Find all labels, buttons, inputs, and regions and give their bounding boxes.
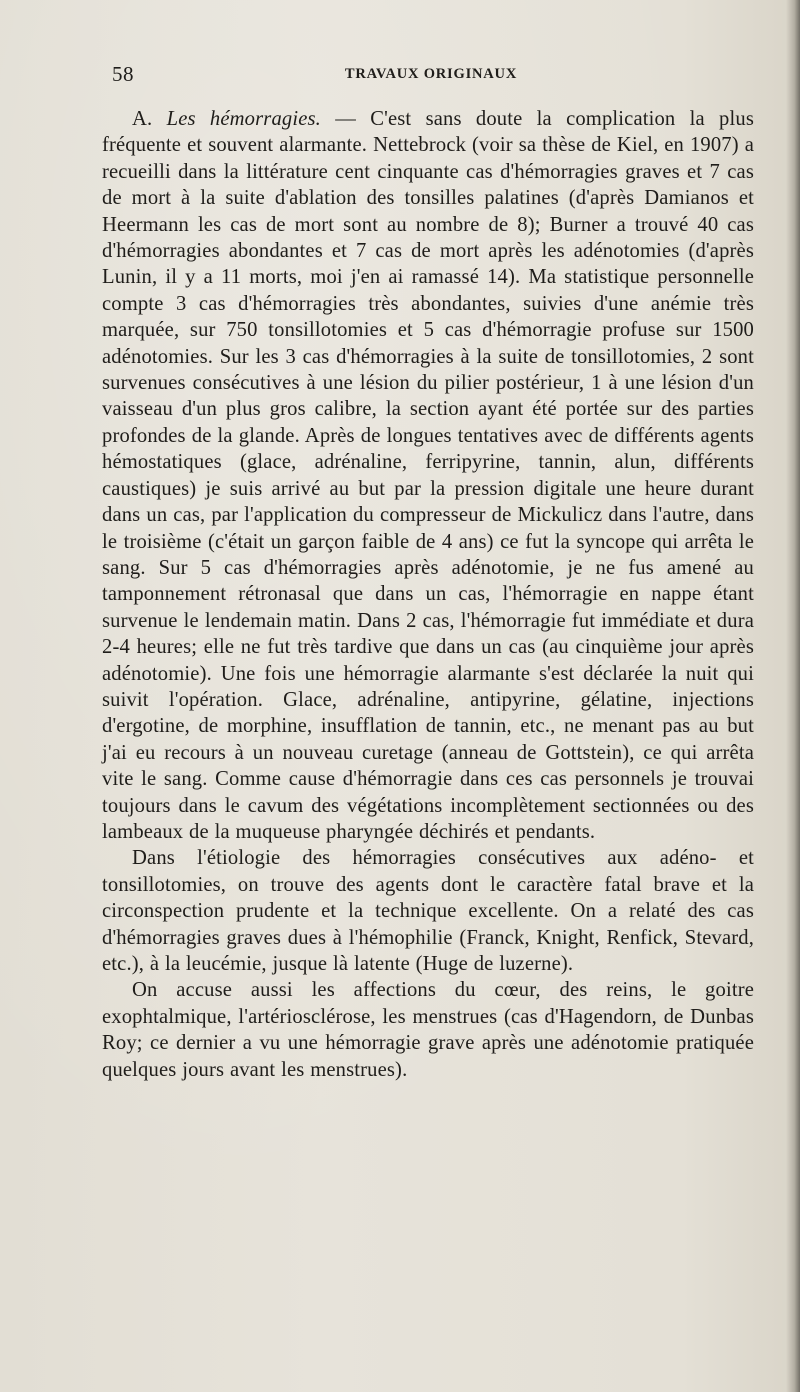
page-number: 58 — [112, 62, 134, 86]
paragraph: On accuse aussi les affections du cœur, des reins, le goitre exophtalmique, l'artériosclérose, les menstrues (cas d'Hagendorn, de Dunbas Roy; ce dernier a vu une hémorragie grave après une adénotomie pratiquée quelques jours avant les menstrues). — [102, 979, 754, 1081]
paragraph: Dans l'étiologie des hémorragies consécutives aux adéno- et tonsillotomies, on trouve des agents dont le caractère fatal brave et la circonspection prudente et la technique excellente. On a relaté des cas d'hémorragies graves dues à l'hémophilie (Franck, Knight, Renfick, Stevard, etc.), à la leucémie, jusque là latente (Huge de luzerne). — [102, 847, 754, 975]
paragraph-text: — C'est sans doute la complication la plus fréquente et souvent alarmante. Nettebrock (voir sa thèse de Kiel, en 1907) a recueilli dans la littérature cent cinquante cas d'hémorragies graves et 7 cas de mort à la suite d'ablation des tonsilles palatines (d'après Damianos et Heermann les cas de mort sont au nombre de 8); Burner a trouvé 40 cas d'hémorragies abondantes et 7 cas de mort après les adénotomies (d'après Lunin, il y a 11 morts, moi j'en ai ramassé 14). Ma statistique personnelle compte 3 cas d'hémorragies très abondantes, suivies d'une anémie très marquée, sur 750 tonsillotomies et 5 cas d'hémorragie profuse sur 1500 adénotomies. Sur les 3 cas d'hémorragies à la suite de tonsillotomies, 2 sont survenues consécutives à une lésion du pilier postérieur, 1 à une lésion d'un vaisseau d'un plus gros calibre, la section ayant été portée sur des parties profondes de la glande. Après de longues tentatives avec de différents agents hémostatiques (glace, adrénaline, ferripyrine, tannin, alun, différents caustiques) je suis arrivé au but par la pression digitale une heure durant dans un cas, par l'application du compresseur de Mickulicz dans l'autre, dans le troisième (c'était un garçon faible de 4 ans) ce fut la syncope qui arrêta le sang. Sur 5 cas d'hémorragies après adénotomie, je ne fus amené au tamponnement rétronasal que dans un cas, l'hémorragie en nappe étant survenue le lendemain matin. Dans 2 cas, l'hémorragie fut immédiate et dura 2-4 heures; elle ne fut très tardive que dans un cas (au cinquième jour après adénotomie). Une fois une hémorragie alarmante s'est déclarée la nuit qui suivit l'opération. Glace, adrénaline, antipyrine, gélatine, injections d'ergotine, de morphine, insufflation de tannin, etc., ne menant pas au but j'ai eu recours à un nouveau curetage (anneau de Gottstein), ce qui arrêta vite le sang. Comme cause d'hémorragie dans ces cas personnels je trouvai toujours dans le cavum des végétations incomplètement sectionnées ou des lambeaux de la muqueuse pharyngée déchirés et pendants. — [102, 108, 754, 843]
article-body — [102, 106, 754, 1083]
section-title: Les hémorragies. — [166, 108, 321, 130]
section-label: A. — [132, 108, 153, 130]
page-header — [108, 62, 754, 92]
paragraph — [102, 106, 754, 845]
running-head: TRAVAUX ORIGINAUX — [344, 66, 518, 82]
page-edge-shadow — [786, 0, 800, 1392]
